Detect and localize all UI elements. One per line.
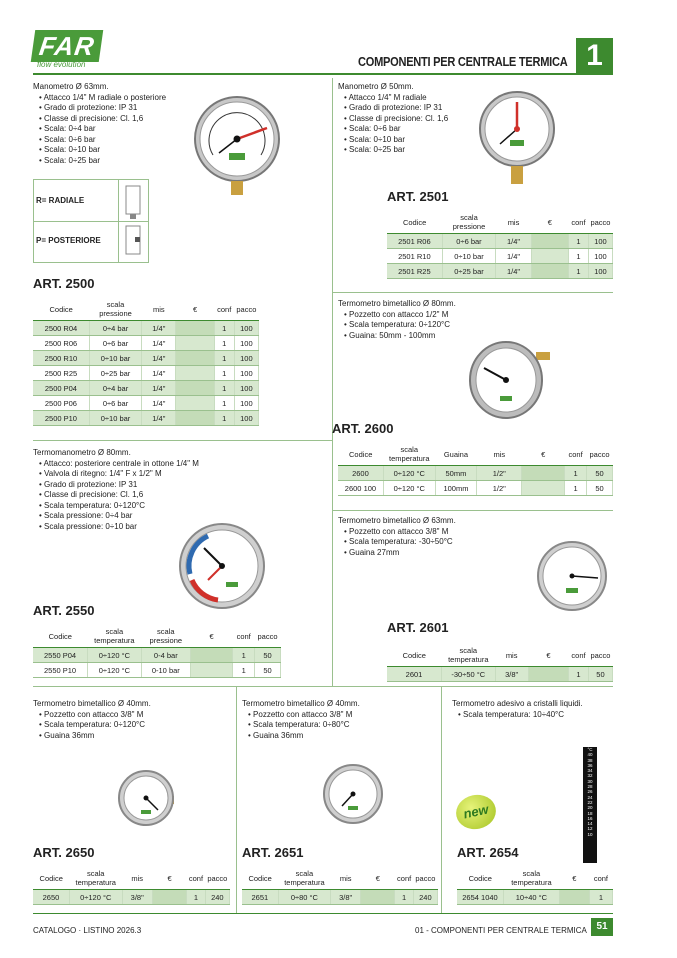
- col-header: mis: [142, 298, 176, 321]
- cell-price: [531, 249, 568, 264]
- col-header: pacco: [413, 867, 437, 890]
- connection-legend: [33, 179, 149, 263]
- col-header: conf: [568, 211, 588, 234]
- art2501-bullet: • Scala: 0÷6 bar: [344, 124, 488, 135]
- footer-section: 01 - COMPONENTI PER CENTRALE TERMICA: [415, 926, 587, 935]
- col-header: €: [152, 867, 186, 890]
- cell-scale: 0÷120 °C: [383, 466, 435, 481]
- thermometer-63-image: [536, 540, 608, 612]
- table-row: [338, 466, 613, 481]
- cell-price: [528, 667, 568, 682]
- col-header: mis: [496, 211, 532, 234]
- strip-label: 32: [587, 773, 593, 779]
- strip-label: °C: [587, 747, 593, 752]
- cell-price: [176, 351, 214, 366]
- art2654-desc-title: Termometro adesivo a cristalli liquidi.: [452, 699, 583, 708]
- art2601-bullet: • Pozzetto con attacco 3/8" M: [344, 527, 538, 538]
- cell-price: [176, 381, 214, 396]
- cell-code: 2501 R25: [387, 264, 442, 279]
- art2600-title: ART. 2600: [332, 421, 394, 436]
- column-divider: [441, 686, 442, 914]
- col-header: conf: [569, 644, 589, 667]
- cell-size: 3/8": [122, 890, 152, 905]
- col-header: Codice: [387, 644, 442, 667]
- art2501-bullet: • Classe di precisione: Cl. 1,6: [344, 114, 488, 125]
- table-header-row: [33, 867, 230, 890]
- cell-pack: 240: [205, 890, 229, 905]
- art2500-bullet: • Attacco 1/4" M radiale o posteriore: [39, 93, 203, 104]
- cell-pack: 100: [234, 366, 258, 381]
- table-header-row: [242, 867, 438, 890]
- art2550-bullet: • Classe di precisione: Cl. 1,6: [39, 490, 233, 501]
- far-logo: [33, 30, 113, 70]
- art2500-bullet: • Scala: 0÷4 bar: [39, 124, 203, 135]
- cell-pack: 50: [255, 648, 281, 663]
- strip-label: 22: [587, 799, 593, 805]
- col-header: €: [361, 867, 395, 890]
- table-header-row: [457, 867, 613, 890]
- cell-code: 2500 R06: [33, 336, 89, 351]
- col-header: scala pressione: [141, 625, 190, 648]
- art2501-title: ART. 2501: [387, 189, 449, 204]
- col-header: pacco: [587, 443, 613, 466]
- column-divider: [332, 78, 333, 686]
- art2500-description: [33, 82, 203, 166]
- cell-pack: 100: [234, 351, 258, 366]
- cell-conf: 1: [395, 890, 413, 905]
- art2501-bullet: • Scala: 0÷10 bar: [344, 135, 488, 146]
- footer-rule: [33, 913, 613, 914]
- art2550-bullet: • Scala pressione: 0÷10 bar: [39, 522, 233, 533]
- table-row: [457, 890, 613, 905]
- col-header: Codice: [387, 211, 442, 234]
- cell-scale: 0÷6 bar: [89, 336, 141, 351]
- cell-code: 2550 P10: [33, 663, 88, 678]
- cell-scale: 0÷4 bar: [89, 321, 141, 336]
- art2501-table: [387, 211, 613, 279]
- table-row: [33, 648, 281, 663]
- cell-price: [176, 366, 214, 381]
- cell-size: 1/4": [142, 411, 176, 426]
- cell-size: 1/4": [496, 264, 532, 279]
- cell-code: 2500 R10: [33, 351, 89, 366]
- art2600-description: [338, 299, 538, 341]
- art2600-bullet: • Pozzetto con attacco 1/2" M: [344, 310, 538, 321]
- strip-label: 16: [587, 815, 593, 821]
- cell-conf: 1: [565, 481, 587, 496]
- table-row: [387, 234, 613, 249]
- strip-label: 26: [587, 789, 593, 795]
- cell-pack: 100: [588, 264, 612, 279]
- art2650-title: ART. 2650: [33, 845, 95, 860]
- legend-radiale: R= RADIALE: [36, 196, 85, 205]
- col-header: scala temperatura: [503, 867, 559, 890]
- strip-label: 36: [587, 762, 593, 768]
- cell-size: 3/8": [495, 667, 528, 682]
- art2550-bullet: • Grado di protezione: IP 31: [39, 480, 233, 491]
- art2650-bullet: • Guaina 36mm: [39, 731, 233, 742]
- art2500-bullet: • Scala: 0÷10 bar: [39, 145, 203, 156]
- art2550-table: [33, 625, 281, 678]
- cell-pack: 100: [234, 396, 258, 411]
- col-header: Codice: [33, 298, 89, 321]
- art2501-bullet: • Scala: 0÷25 bar: [344, 145, 488, 156]
- col-header: scala temperatura: [88, 625, 142, 648]
- col-header: €: [559, 867, 589, 890]
- table-row: [33, 366, 259, 381]
- thermomanometer-image: [178, 522, 268, 612]
- cell-pack: 240: [413, 890, 437, 905]
- column-divider: [236, 686, 237, 914]
- cell-scale: 0÷25 bar: [89, 366, 141, 381]
- cell-pack: 100: [234, 321, 258, 336]
- cell-temp: 0÷120 °C: [88, 648, 142, 663]
- col-header: pacco: [205, 867, 229, 890]
- col-header: pacco: [588, 644, 612, 667]
- art2651-desc-title: Termometro bimetallico Ø 40mm.: [242, 699, 360, 708]
- cell-scale: 0÷6 bar: [442, 234, 496, 249]
- art2650-bullet: • Pozzetto con attacco 3/8" M: [39, 710, 233, 721]
- col-header: scala temperatura: [278, 867, 330, 890]
- cell-conf: 1: [233, 648, 255, 663]
- cell-conf: 1: [214, 396, 234, 411]
- col-header: mis: [495, 644, 528, 667]
- cell-temp: 0÷120 °C: [88, 663, 142, 678]
- brand-tagline: flow evolution: [37, 60, 86, 69]
- cell-price: [531, 234, 568, 249]
- art2550-bullet: • Scala temperatura: 0÷120°C: [39, 501, 233, 512]
- cell-conf: 1: [568, 234, 588, 249]
- cell-sheath: 50mm: [435, 466, 477, 481]
- art2651-table: [242, 867, 438, 905]
- thermometer-80-image: [466, 340, 556, 420]
- cell-conf: 1: [214, 321, 234, 336]
- thermometer-40-image: [118, 768, 178, 830]
- cell-code: 2651: [242, 890, 278, 905]
- cell-price: [531, 264, 568, 279]
- cell-price: [190, 663, 232, 678]
- cell-conf: 1: [233, 663, 255, 678]
- cell-conf: 1: [214, 411, 234, 426]
- table-header-row: [33, 625, 281, 648]
- table-row: [33, 411, 259, 426]
- art2601-desc-title: Termometro bimetallico Ø 63mm.: [338, 516, 456, 525]
- cell-scale: 0÷25 bar: [442, 264, 496, 279]
- art2654-title: ART. 2654: [457, 845, 519, 860]
- thermometer-40-image: [322, 762, 384, 826]
- cell-code: 2500 R04: [33, 321, 89, 336]
- col-header: Codice: [338, 443, 383, 466]
- table-row: [33, 351, 259, 366]
- cell-pack: 50: [587, 481, 613, 496]
- cell-size: 1/2": [477, 466, 522, 481]
- cell-conf: 1: [187, 890, 205, 905]
- cell-size: 1/4": [142, 336, 176, 351]
- art2600-bullet: • Scala temperatura: 0÷120°C: [344, 320, 538, 331]
- strip-label: 12: [587, 826, 593, 832]
- table-row: [338, 481, 613, 496]
- cell-conf: 1: [214, 351, 234, 366]
- cell-code: 2500 R25: [33, 366, 89, 381]
- cell-code: 2500 P04: [33, 381, 89, 396]
- col-header: Codice: [242, 867, 278, 890]
- cell-scale: 0÷10 bar: [442, 249, 496, 264]
- cell-code: 2600 100: [338, 481, 383, 496]
- col-header: pacco: [234, 298, 258, 321]
- col-header: conf: [395, 867, 413, 890]
- table-header-row: [387, 644, 613, 667]
- cell-scale: 0÷4 bar: [89, 381, 141, 396]
- col-header: scala temperatura: [383, 443, 435, 466]
- table-header-row: [338, 443, 613, 466]
- col-header: pacco: [588, 211, 612, 234]
- table-row: [33, 381, 259, 396]
- cell-size: 3/8": [331, 890, 361, 905]
- cell-price: [176, 396, 214, 411]
- strip-label: 24: [587, 794, 593, 800]
- cell-code: 2501 R10: [387, 249, 442, 264]
- col-header: mis: [122, 867, 152, 890]
- row-divider: [332, 510, 613, 511]
- col-header: €: [176, 298, 214, 321]
- footer-catalog: CATALOGO · LISTINO 2026.3: [33, 926, 142, 935]
- table-row: [387, 249, 613, 264]
- strip-label: 10: [587, 831, 593, 837]
- art2600-table: [338, 443, 613, 496]
- liquid-crystal-strip: [583, 747, 597, 863]
- art2501-bullet: • Attacco 1/4" M radiale: [344, 93, 488, 104]
- col-header: conf: [589, 867, 612, 890]
- col-header: conf: [187, 867, 205, 890]
- cell-size: 1/4": [142, 366, 176, 381]
- art2654-table: [457, 867, 613, 905]
- art2600-desc-title: Termometro bimetallico Ø 80mm.: [338, 299, 456, 308]
- strip-label: 20: [587, 805, 593, 811]
- art2601-title: ART. 2601: [387, 620, 449, 635]
- art2654-bullet: • Scala temperatura: 10÷40°C: [458, 710, 612, 721]
- strip-label: 14: [587, 821, 593, 827]
- cell-conf: 1: [565, 466, 587, 481]
- cell-price: [361, 890, 395, 905]
- table-row: [33, 321, 259, 336]
- art2550-title: ART. 2550: [33, 603, 95, 618]
- col-header: conf: [565, 443, 587, 466]
- art2601-description: [338, 516, 538, 558]
- art2501-desc-title: Manometro Ø 50mm.: [338, 82, 414, 91]
- col-header: conf: [233, 625, 255, 648]
- page-title: COMPONENTI PER CENTRALE TERMICA: [358, 54, 568, 69]
- section-number: 1: [576, 38, 613, 74]
- art2550-bullet: • Scala pressione: 0÷4 bar: [39, 511, 233, 522]
- cell-code: 2601: [387, 667, 442, 682]
- cell-code: 2500 P10: [33, 411, 89, 426]
- col-header: Codice: [457, 867, 503, 890]
- table-row: [33, 396, 259, 411]
- art2550-description: [33, 448, 233, 532]
- art2500-bullet: • Scala: 0÷6 bar: [39, 135, 203, 146]
- cell-price: [522, 481, 565, 496]
- art2651-title: ART. 2651: [242, 845, 304, 860]
- cell-pressure: 0-10 bar: [141, 663, 190, 678]
- cell-scale: 10÷40 °C: [503, 890, 559, 905]
- art2650-bullet: • Scala temperatura: 0÷120°C: [39, 720, 233, 731]
- cell-conf: 1: [214, 366, 234, 381]
- cell-conf: 1: [589, 890, 612, 905]
- art2500-table: [33, 298, 259, 426]
- col-header: €: [522, 443, 565, 466]
- row-divider: [33, 440, 332, 441]
- art2500-bullet: • Classe di precisione: Cl. 1,6: [39, 114, 203, 125]
- strip-label: 30: [587, 778, 593, 784]
- col-header: scala temperatura: [69, 867, 122, 890]
- art2600-bullet: • Guaina: 50mm - 100mm: [344, 331, 538, 342]
- cell-scale: 0÷120 °C: [383, 481, 435, 496]
- cell-price: [176, 336, 214, 351]
- cell-code: 2600: [338, 466, 383, 481]
- row-divider: [332, 292, 613, 293]
- cell-price: [152, 890, 186, 905]
- cell-scale: 0÷80 °C: [278, 890, 330, 905]
- brand-name: FAR: [31, 30, 103, 62]
- cell-size: 1/2": [477, 481, 522, 496]
- col-header: €: [190, 625, 232, 648]
- table-row: [33, 663, 281, 678]
- cell-size: 1/4": [142, 381, 176, 396]
- cell-conf: 1: [214, 336, 234, 351]
- col-header: Codice: [33, 867, 69, 890]
- cell-scale: 0÷10 bar: [89, 411, 141, 426]
- cell-price: [559, 890, 589, 905]
- cell-scale: 0÷120 °C: [69, 890, 122, 905]
- manometer-63-image: [193, 95, 281, 200]
- col-header: pacco: [255, 625, 281, 648]
- cell-size: 1/4": [496, 234, 532, 249]
- page-number: 51: [591, 918, 613, 936]
- art2550-bullet: • Valvola di ritegno: 1/4" F x 1/2" M: [39, 469, 233, 480]
- col-header: €: [531, 211, 568, 234]
- art2500-desc-title: Manometro Ø 63mm.: [33, 82, 109, 91]
- new-badge: new: [453, 791, 499, 833]
- art2651-description: [242, 699, 437, 741]
- art2501-bullet: • Grado di protezione: IP 31: [344, 103, 488, 114]
- cell-conf: 1: [569, 667, 589, 682]
- connection-diagram-icon: [120, 182, 146, 260]
- art2651-bullet: • Guaina 36mm: [248, 731, 437, 742]
- cell-pack: 100: [234, 381, 258, 396]
- strip-label: 34: [587, 768, 593, 774]
- art2550-bullet: • Attacco: posteriore centrale in ottone 1/4" M: [39, 459, 233, 470]
- strip-label: 28: [587, 784, 593, 790]
- cell-conf: 1: [214, 381, 234, 396]
- cell-size: 1/4": [142, 351, 176, 366]
- cell-scale: 0÷10 bar: [89, 351, 141, 366]
- cell-sheath: 100mm: [435, 481, 477, 496]
- header-rule: [33, 73, 613, 75]
- cell-pack: 50: [588, 667, 612, 682]
- art2501-description: [338, 82, 488, 156]
- cell-pack: 100: [588, 249, 612, 264]
- art2651-bullet: • Pozzetto con attacco 3/8" M: [248, 710, 437, 721]
- cell-pack: 100: [234, 411, 258, 426]
- cell-scale: 0÷6 bar: [89, 396, 141, 411]
- art2654-description: [452, 699, 612, 720]
- cell-pack: 50: [587, 466, 613, 481]
- table-row: [33, 336, 259, 351]
- cell-scale: -30÷50 °C: [442, 667, 496, 682]
- cell-size: 1/4": [142, 321, 176, 336]
- table-header-row: [387, 211, 613, 234]
- legend-posteriore: P= POSTERIORE: [36, 236, 101, 245]
- cell-price: [176, 411, 214, 426]
- col-header: scala pressione: [442, 211, 496, 234]
- cell-pack: 100: [588, 234, 612, 249]
- cell-size: 1/4": [496, 249, 532, 264]
- art2601-bullet: • Guaina 27mm: [344, 548, 538, 559]
- art2500-bullet: • Grado di protezione: IP 31: [39, 103, 203, 114]
- table-row: [33, 890, 230, 905]
- cell-pressure: 0-4 bar: [141, 648, 190, 663]
- cell-code: 2500 P06: [33, 396, 89, 411]
- col-header: scala pressione: [89, 298, 141, 321]
- table-header-row: [33, 298, 259, 321]
- art2601-bullet: • Scala temperatura: -30÷50°C: [344, 537, 538, 548]
- cell-pack: 50: [255, 663, 281, 678]
- col-header: Codice: [33, 625, 88, 648]
- art2651-bullet: • Scala temperatura: 0÷80°C: [248, 720, 437, 731]
- col-header: mis: [331, 867, 361, 890]
- art2650-desc-title: Termometro bimetallico Ø 40mm.: [33, 699, 151, 708]
- cell-code: 2550 P04: [33, 648, 88, 663]
- row-divider: [33, 686, 613, 687]
- art2550-desc-title: Termomanometro Ø 80mm.: [33, 448, 131, 457]
- cell-code: 2650: [33, 890, 69, 905]
- art2500-title: ART. 2500: [33, 276, 95, 291]
- table-row: [387, 667, 613, 682]
- col-header: scala temperatura: [442, 644, 496, 667]
- table-row: [242, 890, 438, 905]
- cell-price: [176, 321, 214, 336]
- cell-conf: 1: [568, 264, 588, 279]
- art2601-table: [387, 644, 613, 682]
- art2500-bullet: • Scala: 0÷25 bar: [39, 156, 203, 167]
- col-header: conf: [214, 298, 234, 321]
- art2650-description: [33, 699, 233, 741]
- cell-pack: 100: [234, 336, 258, 351]
- col-header: Guaina: [435, 443, 477, 466]
- manometer-50-image: [478, 90, 556, 190]
- col-header: €: [528, 644, 568, 667]
- cell-code: 2654 1040: [457, 890, 503, 905]
- col-header: mis: [477, 443, 522, 466]
- cell-code: 2501 R06: [387, 234, 442, 249]
- strip-label: 38: [587, 757, 593, 763]
- strip-label: 18: [587, 810, 593, 816]
- cell-price: [190, 648, 232, 663]
- art2650-table: [33, 867, 230, 905]
- cell-size: 1/4": [142, 396, 176, 411]
- cell-conf: 1: [568, 249, 588, 264]
- strip-label: 40: [587, 752, 593, 758]
- cell-price: [522, 466, 565, 481]
- table-row: [387, 264, 613, 279]
